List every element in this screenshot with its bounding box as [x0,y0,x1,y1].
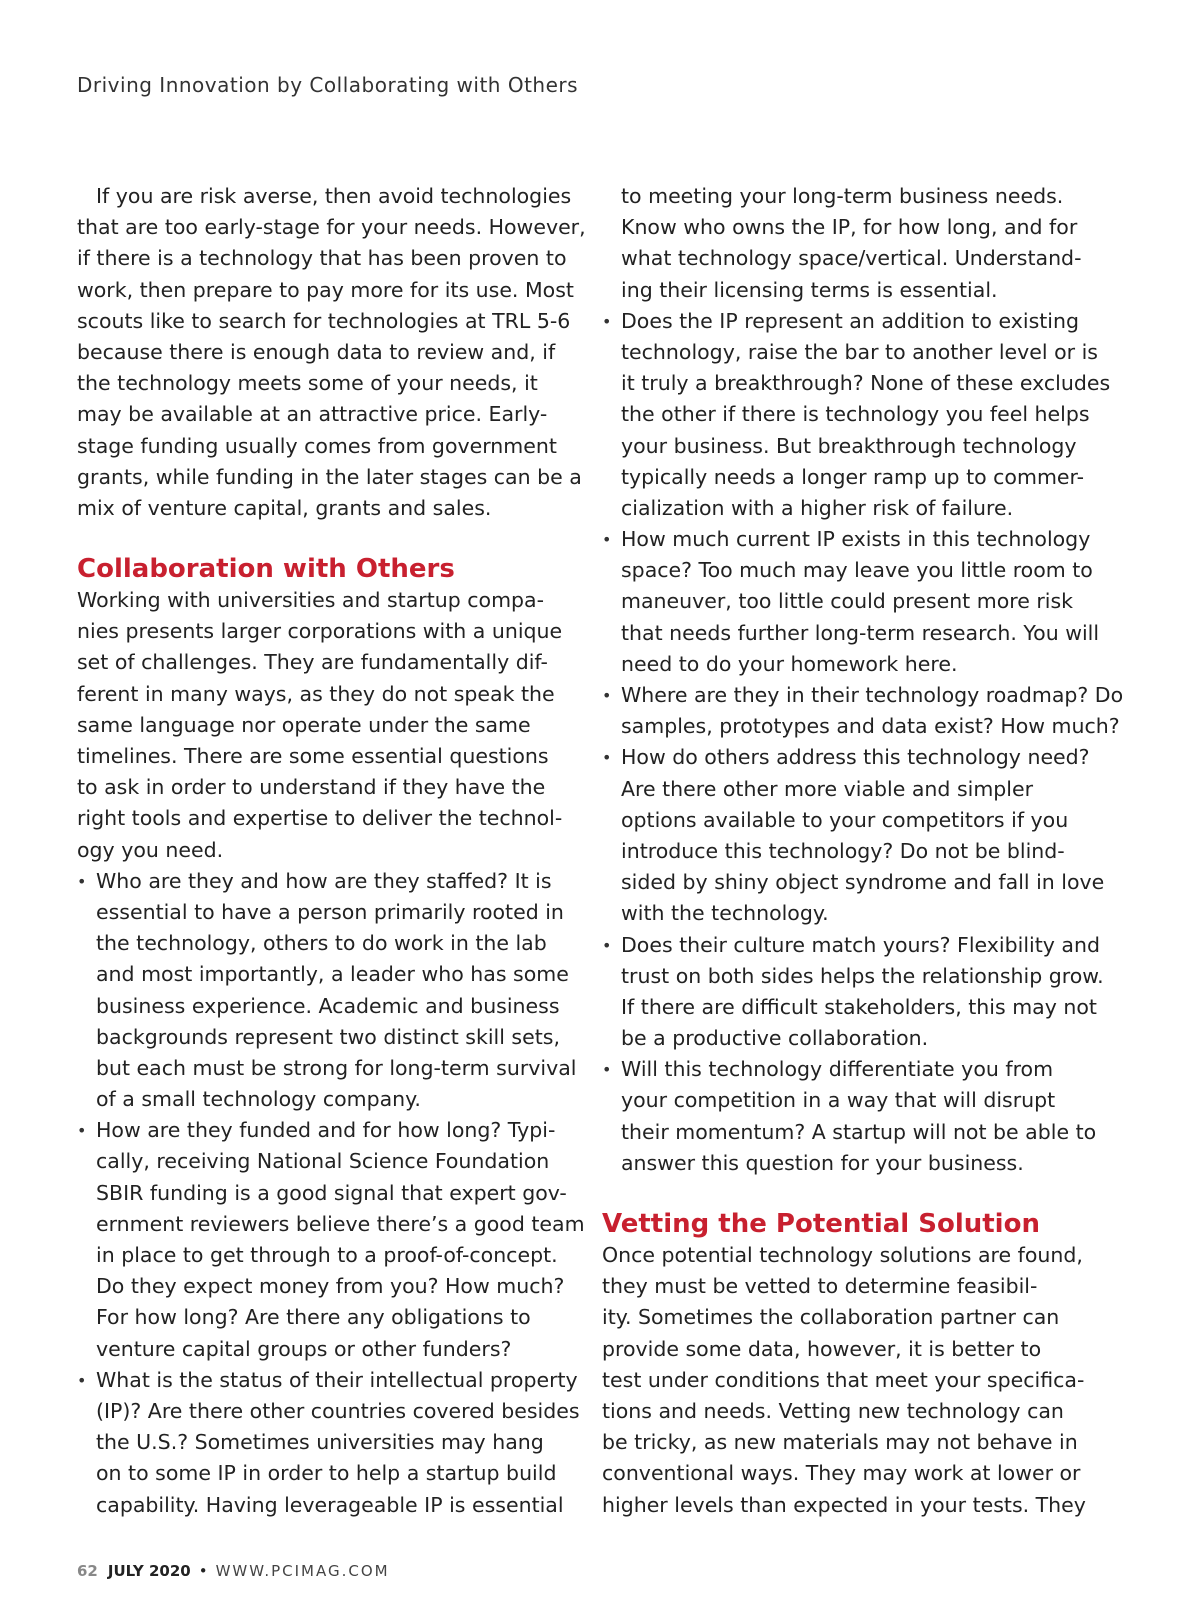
bullet-line: with the technology. [621,901,829,926]
paragraph-line: Know who owns the IP, for how long, and for [621,215,1078,240]
bullet-line: answer this question for your business. [621,1150,1024,1175]
list-item [602,1054,1131,1179]
bullet-line: introduce this technology? Do not be blind- [621,838,1065,863]
intro-paragraph [77,181,591,524]
bullet-line: that needs further long-term research. You will [621,620,1100,645]
collaboration-paragraph [77,585,591,866]
running-title: Driving Innovation by Collaborating with Others [77,73,579,97]
bullet-line [602,680,1131,711]
paragraph-line: because there is enough data to review and, if [77,339,556,364]
bullet-line [77,866,591,897]
bullet-line: For how long? Are there any obligations to [96,1305,531,1330]
paragraph-line: timelines. There are some essential questions [77,744,549,768]
bullet-icon: • [602,748,612,768]
paragraph-line: right tools and expertise to deliver the technol- [77,806,563,831]
bullet-line: (IP)? Are there other countries covered besides [96,1398,580,1423]
bullet-line: options available to your competitors if you [621,807,1069,832]
bullet-text: How do others address this technology need? [621,745,1090,770]
bullet-line: samples, prototypes and data exist? How much? [621,714,1120,739]
paragraph-line: conventional ways. They may work at lower or [602,1461,1081,1486]
paragraph-line: tions and needs. Vetting new technology can [602,1398,1064,1423]
bullet-line [602,524,1131,555]
paragraph-line: that are too early-stage for your needs. However, [77,215,586,240]
list-item [602,680,1131,742]
bullet-line: typically needs a longer ramp up to commer- [621,464,1085,489]
paragraph-line: Working with universities and startup compa- [77,588,545,613]
paragraph-line: ogy you need. [77,837,224,862]
bullet-line [602,1054,1131,1085]
bullet-text: How are they funded and for how long? Typi- [96,1118,556,1143]
bullet-line: be a productive collaboration. [621,1026,929,1051]
left-column [77,181,591,1521]
paragraph-line: what technology space/vertical. Understand- [621,246,1082,271]
bullet-icon: • [77,1370,87,1390]
issue-date: JULY 2020 [107,1562,191,1580]
paragraph-line: ferent in many ways, as they do not speak the [77,681,555,706]
bullet-line: If there are difficult stakeholders, this may not [621,994,1097,1019]
paragraph-line: if there is a technology that has been proven to [77,246,567,271]
page-number: 62 [77,1562,98,1580]
paragraph-line: stage funding usually comes from government [77,433,557,458]
bullet-line [602,930,1131,961]
bullet-line: ernment reviewers believe there’s a good team [96,1211,585,1236]
paragraph-line: provide some data, however, it is better to [602,1336,1042,1361]
list-item [77,1115,591,1365]
bullet-icon: • [602,530,612,550]
paragraph-line: to ask in order to understand if they have the [77,775,546,800]
bullet-line: SBIR funding is a good signal that expert gov- [96,1180,567,1205]
paragraph-line: the technology meets some of your needs, it [77,371,538,396]
bullet-line: capability. Having leverageable IP is essential [96,1492,564,1517]
bullet-icon: • [602,935,612,955]
bullet-line: the technology, others to do work in the lab [96,931,547,956]
bullet-line [77,1365,591,1396]
bullet-line: trust on both sides helps the relationship grow. [621,963,1104,988]
bullet-line: Are there other more viable and simpler [621,776,1034,801]
bullet-line [602,306,1131,337]
paragraph-line: same language nor operate under the same [77,712,531,737]
bullet-line: need to do your homework here. [621,651,958,676]
list-item [77,866,591,1116]
bullet-line: business experience. Academic and business [96,993,560,1018]
section-heading-collaboration: Collaboration with Others [77,554,455,585]
website-url: WWW.PCIMAG.COM [215,1562,390,1580]
bullet-icon: • [602,311,612,331]
bullet-line: sided by shiny object syndrome and fall in love [621,870,1105,895]
paragraph-line: Once potential technology solutions are found, [602,1243,1083,1267]
bullet-line: venture capital groups or other funders? [96,1336,512,1361]
paragraph-line: to meeting your long-term business needs. [621,184,1064,208]
list-item [602,930,1131,1055]
bullet-line: and most importantly, a leader who has some [96,962,569,987]
bullet-text: Does their culture match yours? Flexibility and [621,932,1100,957]
footer-separator: • [198,1562,208,1580]
paragraph-line: may be available at an attractive price. Early- [77,402,548,427]
bullet-line: on to some IP in order to help a startup build [96,1461,557,1486]
paragraph-line: grants, while funding in the later stages can be a [77,464,582,489]
paragraph-line: nies presents larger corporations with a unique [77,619,563,644]
bullet-line: cally, receiving National Science Foundation [96,1149,550,1174]
right-column [602,181,1131,1521]
bullet-list [602,306,1131,1179]
bullet-line: Do they expect money from you? How much? [96,1274,565,1299]
bullet-icon: • [77,871,87,891]
paragraph-line: mix of venture capital, grants and sales. [77,495,492,520]
paragraph-line: set of challenges. They are fundamentally dif- [77,650,548,675]
bullet-line: maneuver, too little could present more risk [621,589,1074,614]
bullet-text: Will this technology differentiate you from [621,1057,1054,1082]
bullet-line: their momentum? A startup will not be able to [621,1119,1097,1144]
paragraph-line: higher levels than expected in your tests. They [602,1492,1086,1517]
bullet-line: but each must be strong for long-term survival [96,1055,577,1080]
paragraph-line: be tricky, as new materials may not behave in [602,1430,1078,1455]
bullet-list [77,866,591,1521]
bullet-icon: • [602,1060,612,1080]
bullet-text: Does the IP represent an addition to existing [621,308,1079,333]
bullet-line: technology, raise the bar to another level or is [621,339,1098,364]
paragraph-line: If you are risk averse, then avoid technologies [96,184,572,208]
bullet-line: the U.S.? Sometimes universities may hang [96,1430,544,1455]
paragraph-line: ing their licensing terms is essential. [621,277,998,302]
bullet-icon: • [77,1121,87,1141]
vetting-paragraph [602,1240,1131,1521]
bullet-line: in place to get through to a proof-of-concept. [96,1243,558,1267]
page-footer [77,1562,390,1580]
section-heading-vetting: Vetting the Potential Solution [602,1209,1040,1239]
bullet-text: How much current IP exists in this technology [621,527,1091,552]
paragraph-line: ity. Sometimes the collaboration partner can [602,1305,1060,1330]
list-item [602,524,1131,680]
bullet-line: it truly a breakthrough? None of these excludes [621,371,1111,396]
continued-bullet-text [621,181,1131,306]
bullet-text: What is the status of their intellectual property [96,1367,578,1392]
bullet-line [77,1115,591,1146]
bullet-line: your business. But breakthrough technology [621,433,1077,458]
paragraph-line: work, then prepare to pay more for its use. Most [77,277,574,302]
bullet-line: backgrounds represent two distinct skill sets, [96,1024,560,1049]
paragraph-line: test under conditions that meet your specifica- [602,1367,1085,1392]
bullet-line: space? Too much may leave you little room to [621,558,1093,583]
bullet-text: Who are they and how are they staffed? It is [96,868,552,893]
paragraph-line: they must be vetted to determine feasibil- [602,1274,1038,1299]
bullet-line: the other if there is technology you feel helps [621,402,1090,427]
list-item [602,742,1131,929]
paragraph-line: scouts like to search for technologies at TRL 5-6 [77,308,571,333]
bullet-line: of a small technology company. [96,1087,421,1112]
bullet-line: essential to have a person primarily rooted in [96,899,564,924]
bullet-text: Where are they in their technology roadmap? Do [621,683,1124,707]
list-item [602,306,1131,524]
list-item [77,1365,591,1521]
bullet-line: your competition in a way that will disrupt [621,1088,1056,1113]
bullet-line: cialization with a higher risk of failure. [621,495,1014,520]
bullet-line [602,742,1131,773]
bullet-icon: • [602,686,612,705]
